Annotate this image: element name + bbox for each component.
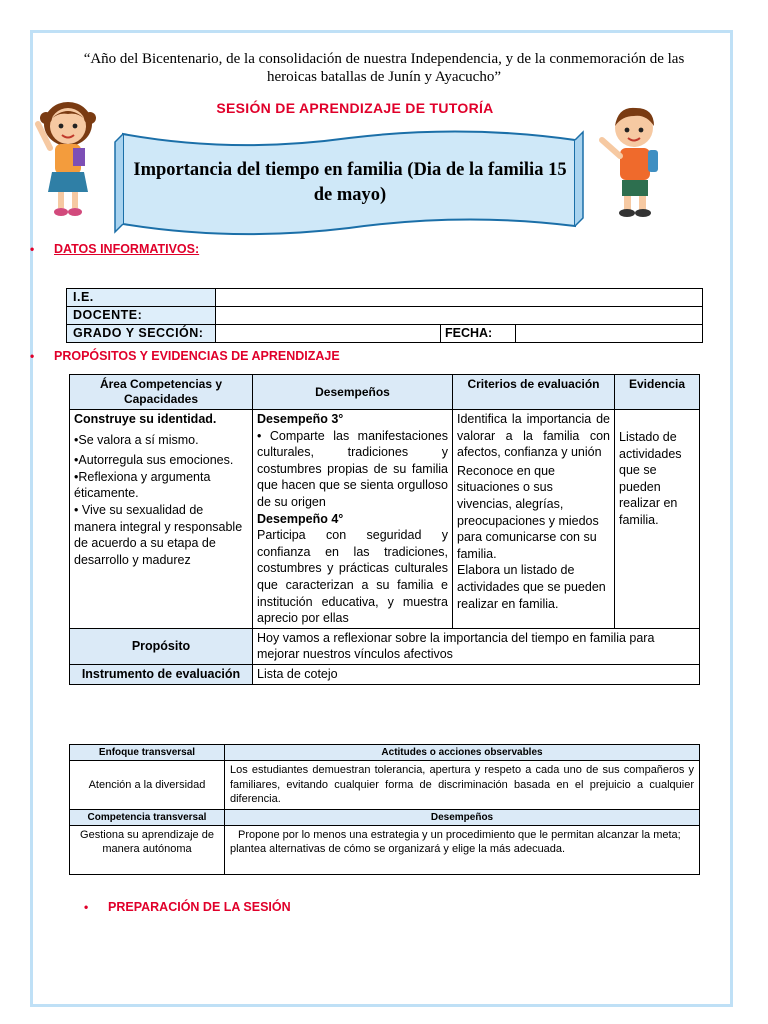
grado-label: GRADO Y SECCIÓN: (67, 325, 216, 343)
criterio-item: Elabora un listado de actividades que se pueden realizar en familia. (457, 563, 606, 611)
header-evidencia: Evidencia (615, 375, 700, 410)
header-competencia: Competencia transversal (70, 809, 225, 825)
desempeno3-text: • Comparte las manifestaciones culturales, tradiciones y costumbres propias de su familia que hacen que se sienta orgulloso de su origen (257, 428, 448, 509)
header-criterios: Criterios de evaluación (453, 375, 615, 410)
header-desempenos: Desempeños (253, 375, 453, 410)
capacidad-item: •Reflexiona y argumenta éticamente. (74, 469, 211, 501)
desempenos-cell (253, 410, 453, 629)
section-preparacion-label: PREPARACIÓN DE LA SESIÓN (108, 900, 291, 914)
table-row (67, 289, 703, 307)
proposito-text: Hoy vamos a reflexionar sobre la importancia del tiempo en familia para mejorar nuestros vínculos afectivos (253, 628, 700, 664)
fecha-value[interactable] (516, 325, 703, 343)
table-row (70, 825, 700, 874)
competencias-cell (70, 410, 253, 629)
table-row (70, 628, 700, 664)
competencia-transversal-value: Gestiona su aprendizaje de manera autónoma (70, 825, 225, 874)
table-header-row (70, 809, 700, 825)
session-title: SESIÓN DE APRENDIZAJE DE TUTORÍA (216, 100, 494, 116)
competencia-title: Construye su identidad. (74, 412, 217, 426)
table-row (70, 410, 700, 629)
instrumento-label: Instrumento de evaluación (70, 664, 253, 684)
evidencia-cell (615, 410, 700, 629)
actitudes-value: Los estudiantes demuestran tolerancia, apertura y respeto a cada uno de sus compañeros y familiares, evitando cualquier forma de discriminación basada en el prejuicio a cualquier diferencia. (225, 761, 700, 810)
bullet-icon: • (30, 242, 35, 256)
bullet-icon: • (84, 900, 89, 914)
capacidad-item: • Vive su sexualidad de manera integral y responsable de acuerdo a su etapa de desarrollo y madurez (74, 502, 243, 567)
bullet-icon: • (30, 349, 35, 363)
desempeno4-text: Participa con seguridad y confianza en las tradiciones, costumbres y prácticas culturales que caracterizan a su familia e institución educativa, y muestra aprecio por ellas (257, 528, 448, 626)
header-area: Área Competencias y Capacidades (70, 375, 253, 410)
purpose-table (69, 374, 700, 685)
header-desempenos-transversal: Desempeños (225, 809, 700, 825)
header-enfoque: Enfoque transversal (70, 745, 225, 761)
capacidad-item: •Autorregula sus emociones. (74, 453, 234, 468)
table-header-row (70, 375, 700, 410)
criterio-item: Identifica la importancia de valorar a la familia con afectos, confianza y unión (457, 412, 610, 460)
desempeno4-title: Desempeño 4° (257, 511, 344, 526)
main-title: Importancia del tiempo en familia (Dia de la familia 15 de mayo) (133, 160, 567, 205)
table-header-row (70, 745, 700, 761)
desempeno-transversal-value: Propone por lo menos una estrategia y un procedimiento que le permitan alcanzar la meta; plantea alternativas de cómo se organizará y elige la más adecuada. (225, 825, 700, 874)
boy-illustration (596, 100, 676, 220)
girl-illustration (28, 96, 108, 218)
fecha-label: FECHA: (441, 325, 516, 343)
docente-label: DOCENTE: (67, 307, 216, 325)
proposito-label: Propósito (70, 628, 253, 664)
table-row (67, 325, 703, 343)
section-datos (30, 242, 200, 256)
enfoque-table (69, 744, 700, 875)
docente-value[interactable] (216, 307, 703, 325)
section-datos-label: DATOS INFORMATIVOS: (54, 242, 200, 256)
motto-text: “Año del Bicentenario, de la consolidación de nuestra Independencia, y de la conmemoración de las heroicas batallas de Junín y Ayacucho” (83, 51, 685, 85)
criterio-item: Reconoce en que situaciones o sus vivencias, alegrías, preocupaciones y miedos para comunicarse con su familia. (457, 463, 599, 561)
evidencia-text: Listado de actividades que se pueden realizar en familia. (619, 430, 682, 527)
desempeno3-title: Desempeño 3° (257, 412, 344, 426)
header-actitudes: Actitudes o acciones observables (225, 745, 700, 761)
ie-value[interactable] (216, 289, 703, 307)
capacidad-item: •Se valora a sí mismo. (74, 432, 199, 447)
grado-value[interactable] (216, 325, 441, 343)
table-row (70, 761, 700, 810)
instrumento-text: Lista de cotejo (253, 664, 700, 684)
enfoque-value: Atención a la diversidad (70, 761, 225, 810)
section-preparacion (84, 900, 291, 914)
criterios-cell (453, 410, 615, 629)
table-row (67, 307, 703, 325)
section-propositos-label: PROPÓSITOS Y EVIDENCIAS DE APRENDIZAJE (54, 349, 340, 363)
ie-label: I.E. (67, 289, 216, 307)
info-table (66, 288, 703, 343)
section-propositos (30, 349, 340, 363)
table-row (70, 664, 700, 684)
